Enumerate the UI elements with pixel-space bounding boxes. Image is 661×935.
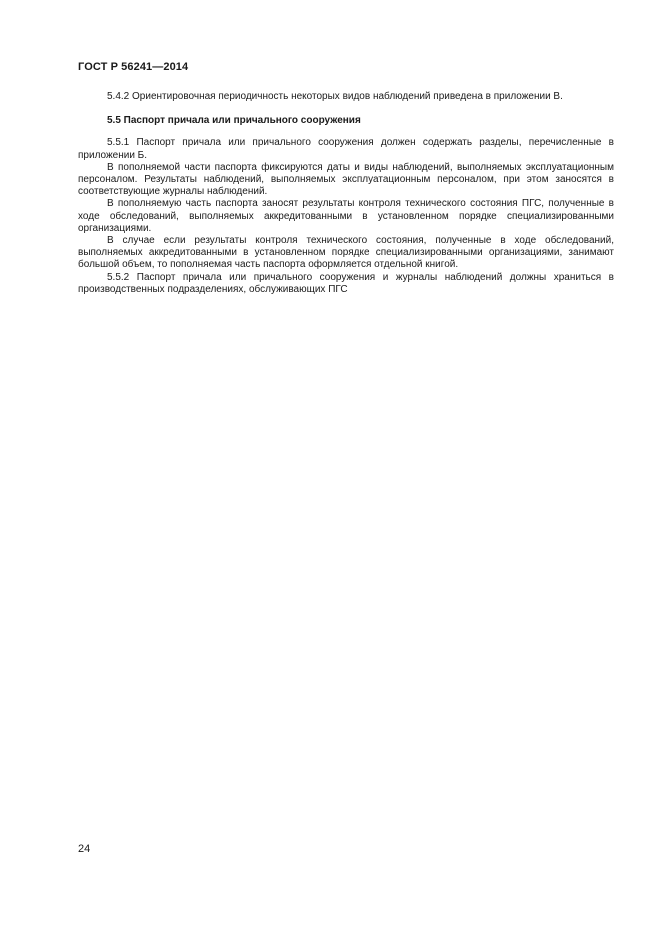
paragraph-large-volume: В случае если результаты контроля технического состояния, полученные в ходе обследований, выполняемых аккредитованными в установленном порядке специализированными организациями, занимают большой объем, то пополняемая часть паспорта оформляется отдельной книгой. xyxy=(78,235,614,271)
document-body xyxy=(78,91,614,296)
paragraph-5-4-2: 5.4.2 Ориентировочная периодичность некоторых видов наблюдений приведена в приложении В. xyxy=(107,91,563,102)
document-code-header: ГОСТ Р 56241—2014 xyxy=(78,61,189,73)
paragraph-control-results: В пополняемую часть паспорта заносят результаты контроля технического состояния ПГС, полученные в ходе обследований, выполняемых аккредитованными в установленном порядке специализированными организациями. xyxy=(78,198,614,234)
paragraph-5-5-2: 5.5.2 Паспорт причала или причального сооружения и журналы наблюдений должны храниться в производственных подразделениях, обслуживающих ПГС xyxy=(78,271,614,295)
paragraph-fill-part: В пополняемой части паспорта фиксируются даты и виды наблюдений, выполняемых эксплуатационным персоналом. Результаты наблюдений, выполняемых эксплуатационным персоналом, при этом заносятся в соответствующие журналы наблюдений. xyxy=(78,161,614,198)
section-heading-5-5: 5.5 Паспорт причала или причального сооружения xyxy=(107,115,361,127)
paragraph-5-5-1: 5.5.1 Паспорт причала или причального сооружения должен содержать разделы, перечисленные в приложении Б. xyxy=(78,137,614,161)
page-number: 24 xyxy=(78,843,91,855)
